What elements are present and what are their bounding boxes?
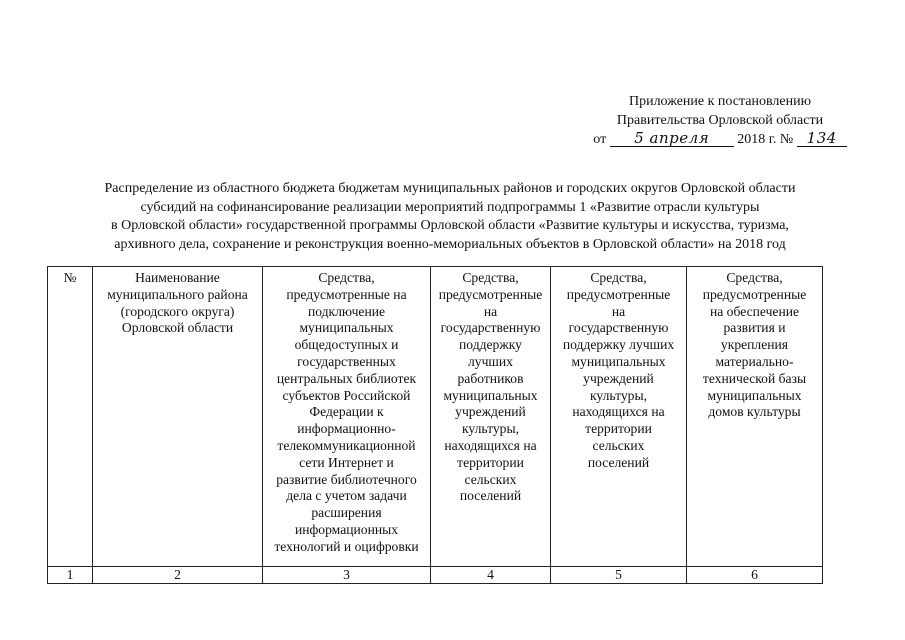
header-line: Федерации к xyxy=(309,404,384,420)
header-line: муниципальных xyxy=(707,387,802,403)
title-line-2: субсидий на софинансирование реализации мероприятий подпрограммы 1 «Развитие отрасли культуры xyxy=(140,199,760,215)
header-line: материально- xyxy=(715,353,794,369)
header-line: на обеспечение xyxy=(709,303,800,319)
date-prefix: от xyxy=(593,132,607,147)
header-line: учреждений xyxy=(583,370,654,386)
header-line: Средства, xyxy=(590,270,647,285)
appendix-line-1: Приложение к постановлению xyxy=(628,94,812,109)
header-line: государственную xyxy=(568,320,669,336)
header-line: культуры, xyxy=(462,421,519,437)
header-line: информационных xyxy=(294,521,399,537)
header-line: сельских xyxy=(592,437,645,453)
header-line: № xyxy=(63,270,77,285)
handwritten-date: 5 апреля xyxy=(610,130,734,147)
header-line: развития и xyxy=(723,320,786,336)
title-line-4: архивного дела, сохранение и реконструкция военно-мемориальных объектов в Орловской области» на 2018 год xyxy=(114,236,786,252)
header-line: общедоступных и xyxy=(294,337,399,353)
header-line: Наименование xyxy=(135,270,220,285)
header-line: лучших xyxy=(468,353,513,369)
appendix-date-line xyxy=(560,130,880,149)
year-text: 2018 г. № xyxy=(737,132,794,147)
column-number: 3 xyxy=(263,567,431,584)
handwritten-number: 134 xyxy=(797,130,847,147)
header-line: предусмотренные xyxy=(566,286,671,302)
header-line: предусмотренные xyxy=(438,286,543,302)
header-line: Орловской области xyxy=(121,320,234,336)
header-line: предусмотренные на xyxy=(286,286,407,302)
header-line: работников xyxy=(457,370,524,386)
header-line: на xyxy=(611,303,626,319)
header-line: культуры, xyxy=(590,387,647,403)
header-line: центральных библиотек xyxy=(276,370,417,386)
header-line: Средства, xyxy=(318,270,375,285)
header-cell-culture-houses-funds xyxy=(687,267,823,567)
header-line: территории xyxy=(457,454,524,470)
column-number: 1 xyxy=(48,567,93,584)
header-line: государственную xyxy=(440,320,541,336)
column-number: 2 xyxy=(93,567,263,584)
header-line: технологий и оцифровки xyxy=(274,538,419,554)
column-number: 5 xyxy=(551,567,687,584)
header-line: (городского округа) xyxy=(120,303,235,319)
header-line: предусмотренные xyxy=(702,286,807,302)
appendix-header xyxy=(560,92,880,149)
header-line: технической базы xyxy=(702,370,807,386)
header-line: Средства, xyxy=(726,270,783,285)
column-number: 4 xyxy=(431,567,551,584)
header-line: телекоммуникационной xyxy=(277,437,416,453)
header-line: муниципальных xyxy=(571,353,666,369)
header-line: сети Интернет и xyxy=(299,454,394,470)
header-line: расширения xyxy=(311,505,382,521)
header-line: поселений xyxy=(587,454,650,470)
document-title xyxy=(40,180,860,254)
header-line: на xyxy=(483,303,498,319)
header-cell-municipality xyxy=(93,267,263,567)
appendix-line-2: Правительства Орловской области xyxy=(616,113,824,128)
distribution-table xyxy=(47,266,823,584)
header-line: укрепления xyxy=(720,337,789,353)
title-line-3: в Орловской области» государственной программы Орловской области «Развитие культуры и искусства, туризма, xyxy=(111,218,789,233)
header-line: государственных xyxy=(297,353,396,369)
header-line: поселений xyxy=(459,488,522,504)
header-cell-library-funds xyxy=(263,267,431,567)
header-line: находящихся на xyxy=(444,437,537,453)
header-line: территории xyxy=(585,421,652,437)
header-line: сельских xyxy=(464,471,517,487)
header-line: поддержку xyxy=(459,337,522,353)
header-cell-best-institutions-funds xyxy=(551,267,687,567)
header-line: домов культуры xyxy=(708,404,801,420)
header-line: муниципального района xyxy=(107,286,248,302)
header-line: информационно- xyxy=(297,421,396,437)
header-line: муниципальных xyxy=(299,320,394,336)
header-line: муниципальных xyxy=(443,387,538,403)
header-line: Средства, xyxy=(462,270,519,285)
header-line: подключение xyxy=(307,303,386,319)
header-line: находящихся на xyxy=(572,404,665,420)
title-line-1: Распределение из областного бюджета бюджетам муниципальных районов и городских округов Орловской области xyxy=(104,181,796,196)
header-line: субъектов Российской xyxy=(282,387,411,403)
header-cell-best-workers-funds xyxy=(431,267,551,567)
header-line: поддержку лучших xyxy=(562,337,675,353)
column-number-row xyxy=(48,567,823,584)
header-line: дела с учетом задачи xyxy=(286,488,407,504)
table-header-row xyxy=(48,267,823,567)
header-cell-number xyxy=(48,267,93,567)
column-number: 6 xyxy=(687,567,823,584)
header-line: развитие библиотечного xyxy=(276,471,417,487)
header-line: учреждений xyxy=(455,404,526,420)
